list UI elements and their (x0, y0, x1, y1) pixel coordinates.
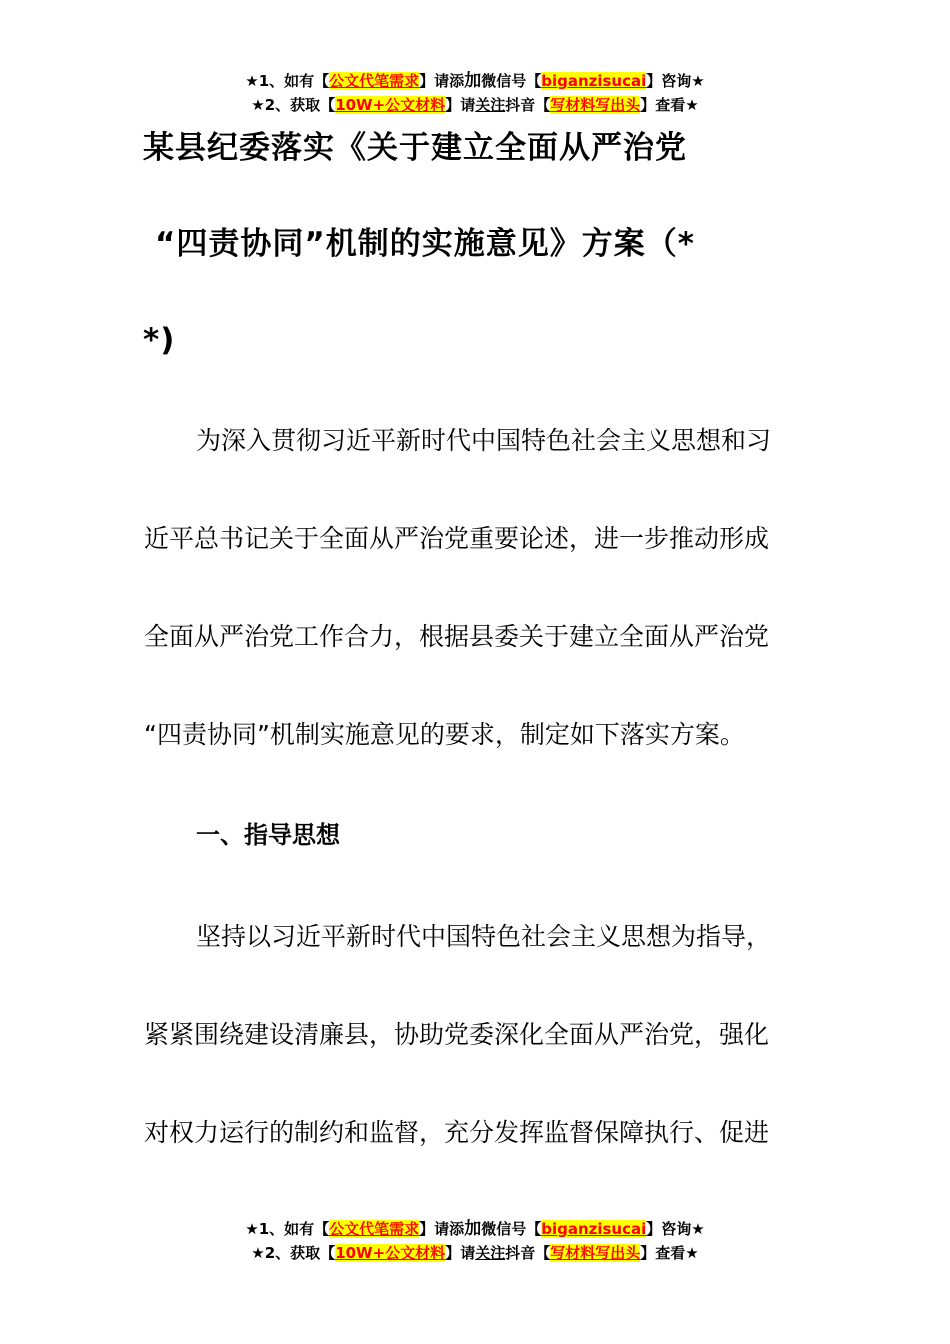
promo-line-2 (0, 1241, 950, 1265)
promo-highlight-materials: 10W+公文材料 (335, 1244, 446, 1262)
promo-text-emphasis: 加 (464, 1219, 482, 1239)
promo-text: 微信号【 (481, 1220, 542, 1238)
section-heading (144, 807, 809, 905)
promo-highlight-wechat-id: biganzisucai (541, 72, 647, 90)
promo-line-1 (0, 1217, 950, 1241)
title-line: “四责协同”机制的实施意见》方案（* (155, 226, 695, 262)
promo-line-2 (0, 93, 950, 117)
promo-text: 】查看★ (640, 96, 699, 114)
promo-text: 抖音【 (505, 1244, 551, 1262)
promo-highlight-wechat-id: biganzisucai (541, 1220, 647, 1238)
promo-text: 微信号【 (481, 72, 542, 90)
promo-text: 】请添 (419, 1220, 465, 1238)
promo-text-underlined: 关注 (475, 96, 506, 114)
promo-highlight-douyin: 写材料写出头 (550, 96, 641, 114)
promo-text: 】咨询★ (646, 72, 705, 90)
title-line: 某县纪委落实《关于建立全面从严治党 (143, 130, 687, 166)
paragraph-line: 坚持以习近平新时代中国特色社会主义思想为指导， (196, 922, 772, 951)
promo-highlight-materials: 10W+公文材料 (335, 96, 446, 114)
promo-text: 】查看★ (640, 1244, 699, 1262)
paragraph-line: “四责协同”机制实施意见的要求，制定如下落实方案。 (144, 720, 745, 749)
promo-text: 】请 (445, 1244, 476, 1262)
paragraph-line: 近平总书记关于全面从严治党重要论述，进一步推动形成 (144, 524, 770, 553)
paragraph-line: 为深入贯彻习近平新时代中国特色社会主义思想和习 (196, 426, 772, 455)
promo-highlight-service: 公文代笔需求 (329, 72, 420, 90)
section-paragraph (144, 909, 809, 1203)
promo-text: ★1、如有【 (245, 72, 330, 90)
promo-text: ★2、获取【 (251, 96, 336, 114)
promo-text: 】请添 (419, 72, 465, 90)
promo-text: ★2、获取【 (251, 1244, 336, 1262)
promo-text-emphasis: 加 (464, 71, 482, 91)
paragraph-line: 全面从严治党工作合力，根据县委关于建立全面从严治党 (144, 622, 770, 651)
intro-paragraph (144, 413, 809, 805)
promo-line-1 (0, 69, 950, 93)
paragraph-line: 对权力运行的制约和监督，充分发挥监督保障执行、促进 (144, 1118, 770, 1147)
promo-text-underlined: 关注 (475, 1244, 506, 1262)
paragraph-line: 紧紧围绕建设清廉县，协助党委深化全面从严治党，强化 (144, 1020, 770, 1049)
promo-text: 】请 (445, 96, 476, 114)
promo-banner-top (0, 69, 950, 117)
promo-text: ★1、如有【 (245, 1220, 330, 1238)
promo-banner-bottom (0, 1217, 950, 1265)
title-line: *) (143, 322, 176, 358)
promo-highlight-service: 公文代笔需求 (329, 1220, 420, 1238)
promo-highlight-douyin: 写材料写出头 (550, 1244, 641, 1262)
document-title (143, 116, 813, 404)
promo-text: 抖音【 (505, 96, 551, 114)
section-heading-text: 一、指导思想 (196, 821, 340, 849)
promo-text: 】咨询★ (646, 1220, 705, 1238)
